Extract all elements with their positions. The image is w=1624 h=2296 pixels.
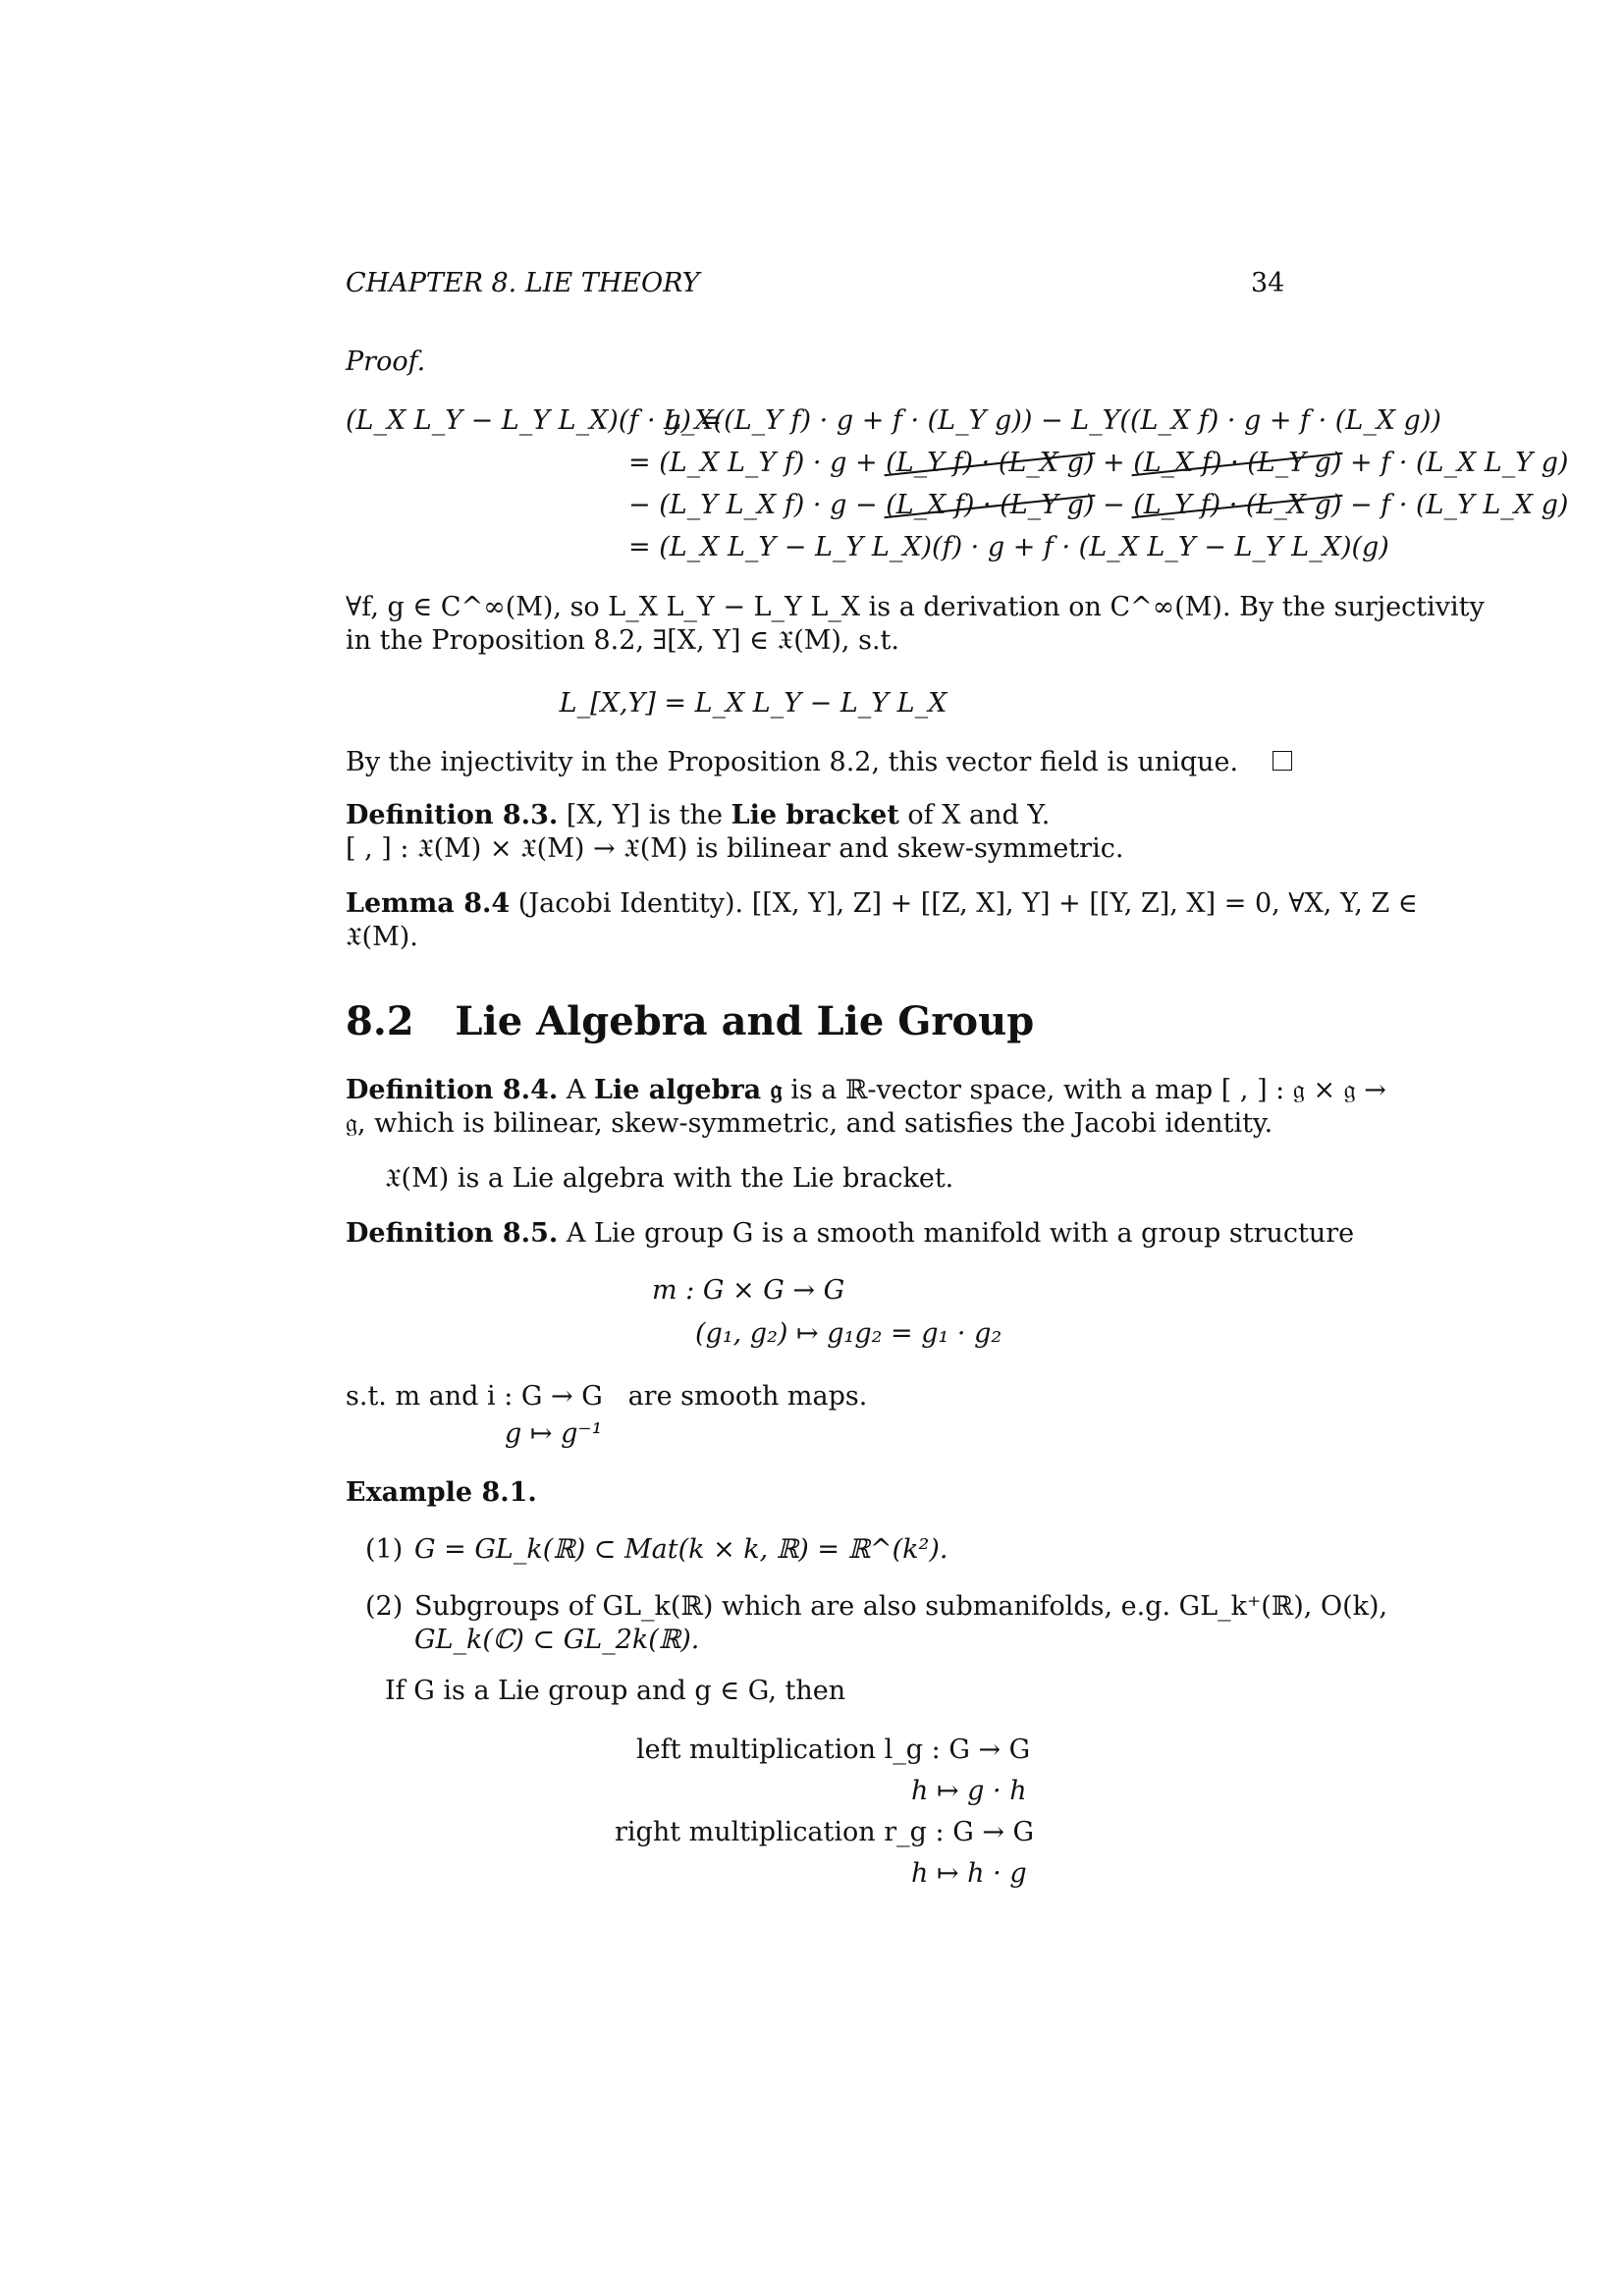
definition-8-4-remark: 𝔛(M) is a Lie algebra with the Lie bracket. bbox=[385, 1163, 954, 1194]
group-multiplication-rule: (g₁, g₂) ↦ g₁g₂ = g₁ · g₂ bbox=[695, 1318, 1002, 1349]
right-multiplication-map: h ↦ h · g bbox=[911, 1858, 1027, 1889]
definition-label: Definition 8.4. bbox=[346, 1075, 559, 1105]
example-label: Example 8.1. bbox=[346, 1477, 537, 1508]
example-item-1-number: (1) bbox=[365, 1534, 404, 1565]
equation-line-2 bbox=[628, 447, 1568, 480]
definition-term: Lie algebra 𝔤 bbox=[593, 1075, 783, 1105]
equation-line-1: L_X((L_Y f) · g + f · (L_Y g)) − L_Y((L_X f) · g + f · (L_X g)) bbox=[664, 405, 1441, 436]
definition-8-3 bbox=[346, 799, 1050, 832]
page-number: 34 bbox=[1251, 268, 1285, 298]
example-item-2-number: (2) bbox=[365, 1591, 404, 1622]
definition-text: [X, Y] is the bbox=[566, 800, 724, 830]
definition-text: of X and Y. bbox=[907, 800, 1051, 830]
definition-8-5 bbox=[346, 1217, 1354, 1251]
example-item-2-line-1: Subgroups of GL_k(ℝ) which are also submanifolds, e.g. GL_k⁺(ℝ), O(k), bbox=[414, 1591, 1388, 1622]
statement-text: s.t. m and i : G → G bbox=[346, 1381, 603, 1412]
definition-8-3-line-2: [ , ] : 𝔛(M) × 𝔛(M) → 𝔛(M) is bilinear and skew-symmetric. bbox=[346, 833, 1124, 864]
smooth-maps-statement bbox=[346, 1380, 867, 1414]
definition-text: A Lie group G is a smooth manifold with a group structure bbox=[566, 1218, 1355, 1249]
eq2-part-c: + f · (L_X L_Y g) bbox=[1350, 448, 1569, 478]
lemma-8-4 bbox=[346, 887, 1418, 921]
proof-paragraph-line-2: in the Proposition 8.2, ∃[X, Y] ∈ 𝔛(M), s.t. bbox=[346, 625, 899, 656]
equation-line-4: = (L_X L_Y − L_Y L_X)(f) · g + f · (L_X L_Y − L_Y L_X)(g) bbox=[628, 532, 1389, 562]
cancelled-term: (L_X f) · (L_Y g) bbox=[1133, 448, 1342, 478]
cancelled-term: (L_X f) · (L_Y g) bbox=[886, 490, 1095, 520]
statement-text: are smooth maps. bbox=[627, 1381, 868, 1412]
section-number: 8.2 bbox=[346, 998, 414, 1044]
eq3-part-a: − (L_Y L_X f) · g − bbox=[628, 490, 878, 520]
group-multiplication-map: m : G × G → G bbox=[652, 1275, 845, 1306]
proof-paragraph-line-1: ∀f, g ∈ C^∞(M), so L_X L_Y − L_Y L_X is a derivation on C^∞(M). By the surjectivity bbox=[346, 592, 1485, 622]
definition-term: Lie bracket bbox=[731, 800, 899, 830]
lemma-label: Lemma 8.4 bbox=[346, 888, 511, 919]
definition-text: is a ℝ-vector space, with a map [ , ] : 𝔤 × 𝔤 → bbox=[790, 1075, 1386, 1105]
right-multiplication-label: right multiplication r_g : G → G bbox=[615, 1817, 1035, 1847]
eq3-part-c: − f · (L_Y L_X g) bbox=[1350, 490, 1569, 520]
definition-8-4-line-2: 𝔤, which is bilinear, skew-symmetric, and satisfies the Jacobi identity. bbox=[346, 1108, 1273, 1139]
definition-label: Definition 8.3. bbox=[346, 800, 559, 830]
example-item-1: G = GL_k(ℝ) ⊂ Mat(k × k, ℝ) = ℝ^(k²). bbox=[414, 1534, 948, 1565]
inverse-map: g ↦ g⁻¹ bbox=[505, 1418, 603, 1449]
equation-line-3 bbox=[628, 489, 1568, 522]
chapter-header: CHAPTER 8. LIE THEORY bbox=[346, 268, 700, 298]
definition-text: A bbox=[566, 1075, 586, 1105]
equation-lhs: (L_X L_Y − L_Y L_X)(f · g) = bbox=[346, 405, 723, 436]
eq2-part-a: = (L_X L_Y f) · g + bbox=[628, 448, 878, 478]
proof-conclusion: By the injectivity in the Proposition 8.2, this vector field is unique. bbox=[346, 747, 1239, 777]
display-equation: L_[X,Y] = L_X L_Y − L_Y L_X bbox=[559, 688, 947, 719]
section-heading bbox=[346, 998, 1034, 1045]
eq2-part-b: + bbox=[1103, 448, 1125, 478]
lemma-statement: [[X, Y], Z] + [[Z, X], Y] + [[Y, Z], X] = 0, ∀X, Y, Z ∈ bbox=[751, 888, 1418, 919]
cancelled-term: (L_Y f) · (L_X g) bbox=[886, 448, 1095, 478]
lemma-name: (Jacobi Identity). bbox=[517, 888, 744, 919]
cancelled-term: (L_Y f) · (L_X g) bbox=[1133, 490, 1342, 520]
left-multiplication-map: h ↦ g · h bbox=[911, 1776, 1027, 1806]
lemma-8-4-line-2: 𝔛(M). bbox=[346, 922, 418, 952]
eq3-part-b: − bbox=[1103, 490, 1125, 520]
qed-box bbox=[1272, 746, 1292, 779]
definition-label: Definition 8.5. bbox=[346, 1218, 559, 1249]
example-item-2-line-2: GL_k(ℂ) ⊂ GL_2k(ℝ). bbox=[414, 1625, 700, 1655]
left-multiplication-label: left multiplication l_g : G → G bbox=[636, 1735, 1031, 1765]
lie-group-statement: If G is a Lie group and g ∈ G, then bbox=[385, 1676, 846, 1706]
section-title: Lie Algebra and Lie Group bbox=[455, 998, 1035, 1044]
proof-label: Proof. bbox=[346, 347, 426, 377]
definition-8-4 bbox=[346, 1074, 1386, 1107]
